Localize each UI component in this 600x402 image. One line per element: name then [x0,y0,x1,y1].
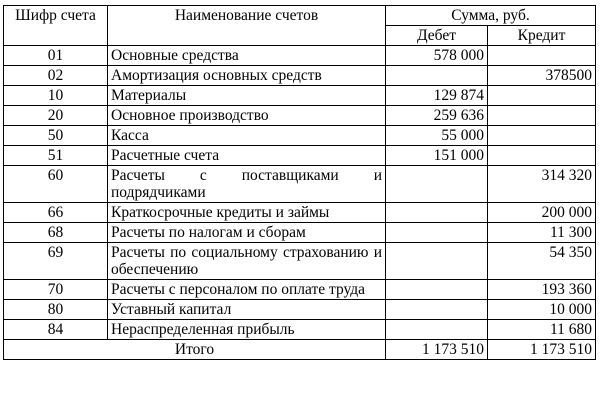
debit-amount [386,223,488,243]
account-name: Амортизация основных средств [108,66,386,86]
account-name: Основное производство [108,106,386,126]
account-name: Расчеты с поставщиками и подрядчиками [108,166,386,203]
account-code: 20 [4,106,108,126]
accounts-table [3,5,596,360]
header-row-top [4,6,596,26]
table-row [4,223,596,243]
credit-amount: 378500 [488,66,596,86]
table-row [4,300,596,320]
debit-amount [386,320,488,340]
account-code: 84 [4,320,108,340]
debit-amount [386,203,488,223]
header-credit: Кредит [488,26,596,46]
debit-amount [386,243,488,280]
table-row [4,203,596,223]
credit-amount: 314 320 [488,166,596,203]
account-code: 60 [4,166,108,203]
account-name: Расчеты по налогам и сборам [108,223,386,243]
account-name: Расчетные счета [108,146,386,166]
account-code: 01 [4,46,108,66]
debit-amount [386,300,488,320]
credit-amount [488,146,596,166]
credit-amount: 54 350 [488,243,596,280]
debit-amount: 578 000 [386,46,488,66]
account-code: 66 [4,203,108,223]
table-row [4,106,596,126]
account-code: 69 [4,243,108,280]
account-code: 68 [4,223,108,243]
account-name: Расчеты по социальному страхованию и обеспечению [108,243,386,280]
debit-amount [386,66,488,86]
table-row [4,86,596,106]
credit-amount: 193 360 [488,280,596,300]
debit-amount: 151 000 [386,146,488,166]
account-name: Расчеты с персоналом по оплате труда [108,280,386,300]
credit-amount: 10 000 [488,300,596,320]
credit-amount [488,46,596,66]
account-name: Уставный капитал [108,300,386,320]
account-code: 51 [4,146,108,166]
total-credit: 1 173 510 [488,340,596,360]
table-row [4,46,596,66]
table-row [4,126,596,146]
total-row [4,340,596,360]
account-name: Основные средства [108,46,386,66]
table-body [4,46,596,360]
debit-amount: 129 874 [386,86,488,106]
account-code: 80 [4,300,108,320]
table-row [4,166,596,203]
header-amount: Сумма, руб. [386,6,596,26]
table-row [4,320,596,340]
header-debit: Дебет [386,26,488,46]
table-header [4,6,596,46]
total-debit: 1 173 510 [386,340,488,360]
total-label: Итого [4,340,386,360]
credit-amount [488,106,596,126]
credit-amount: 200 000 [488,203,596,223]
account-code: 50 [4,126,108,146]
debit-amount: 259 636 [386,106,488,126]
table-row [4,146,596,166]
account-name: Материалы [108,86,386,106]
account-name: Краткосрочные кредиты и займы [108,203,386,223]
account-code: 02 [4,66,108,86]
account-code: 10 [4,86,108,106]
table-row [4,243,596,280]
account-name: Касса [108,126,386,146]
credit-amount [488,126,596,146]
table-row [4,66,596,86]
account-code: 70 [4,280,108,300]
header-account-code: Шифр счета [4,6,108,46]
credit-amount [488,86,596,106]
credit-amount: 11 680 [488,320,596,340]
table-row [4,280,596,300]
header-account-name: Наименование счетов [108,6,386,46]
account-name: Нераспределенная прибыль [108,320,386,340]
debit-amount: 55 000 [386,126,488,146]
debit-amount [386,166,488,203]
credit-amount: 11 300 [488,223,596,243]
debit-amount [386,280,488,300]
